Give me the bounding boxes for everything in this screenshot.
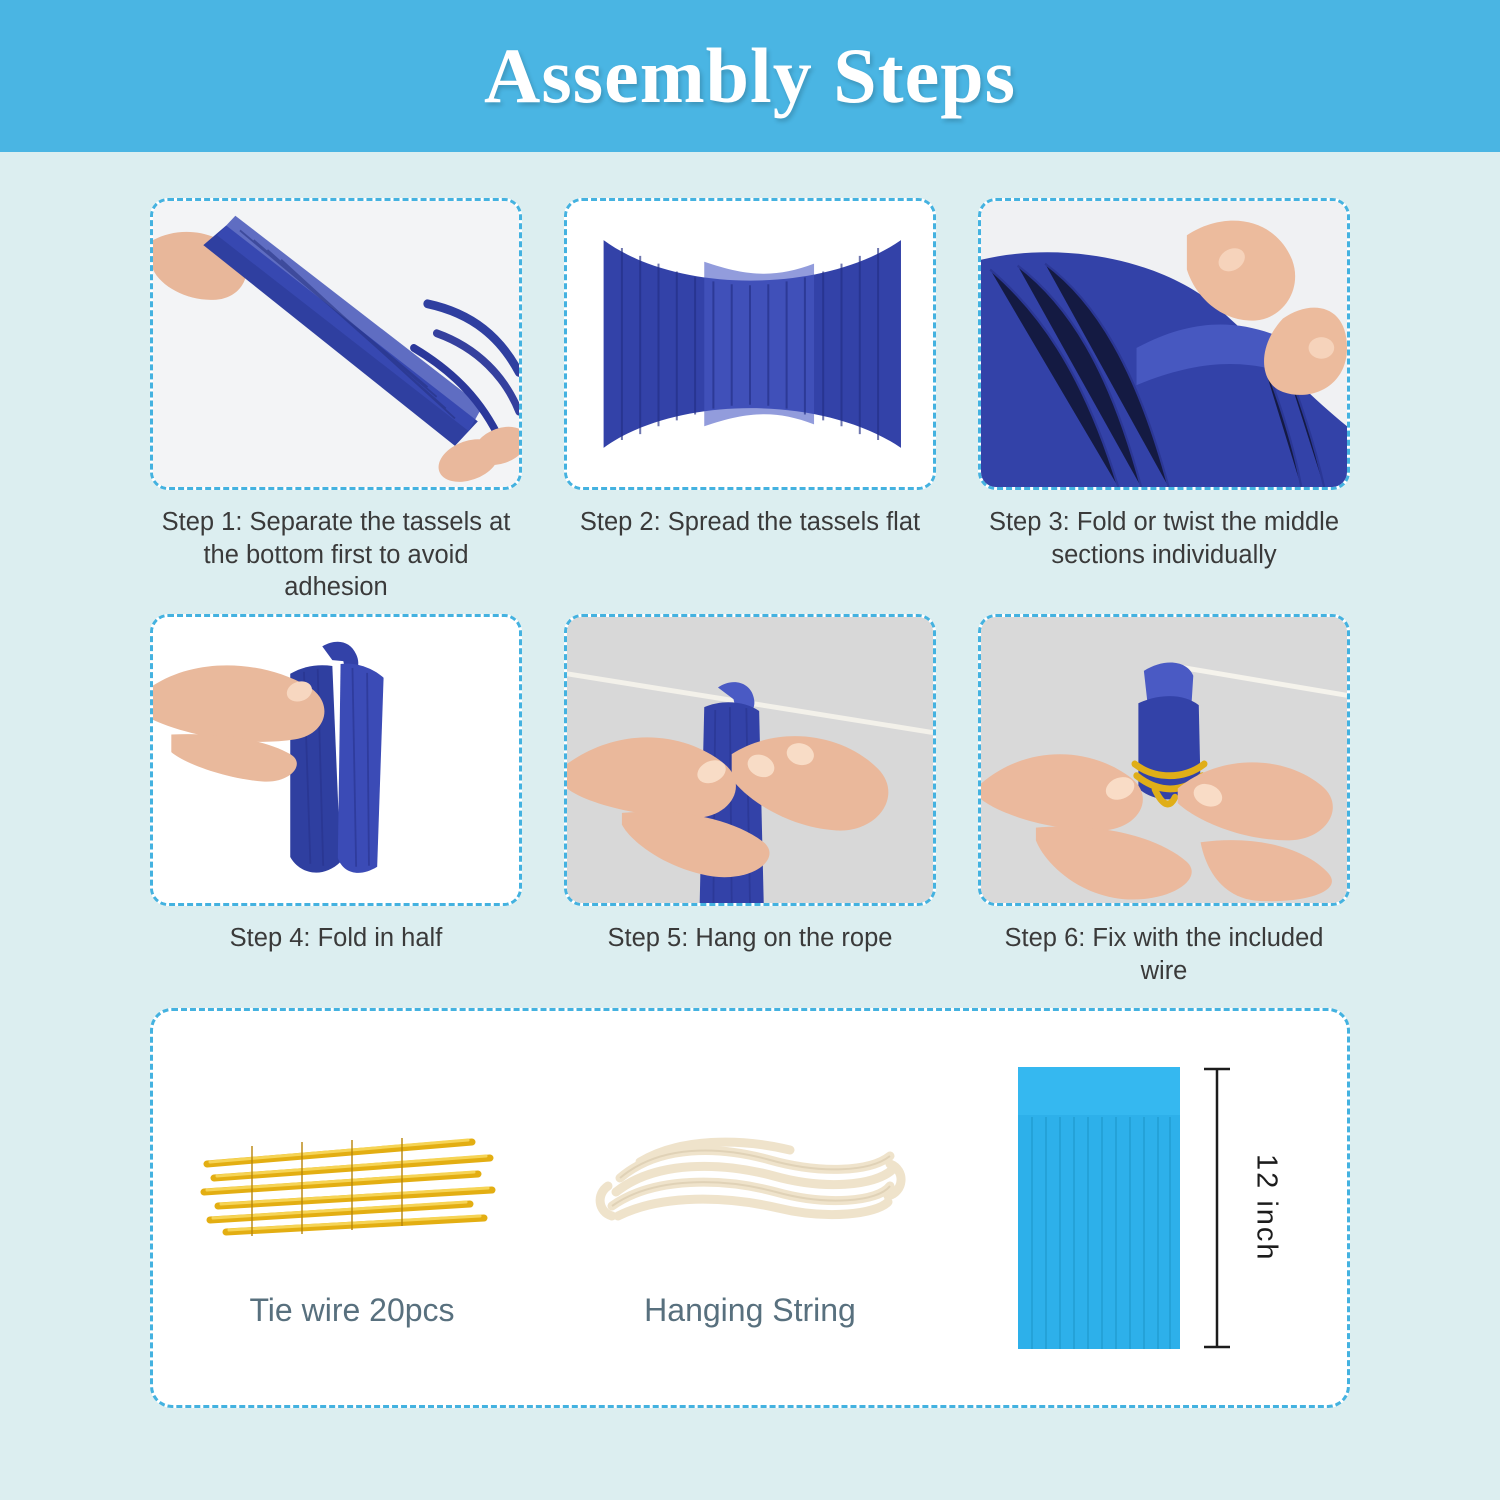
step-4-illustration — [153, 617, 519, 903]
step-4-photo — [150, 614, 522, 906]
step-1-photo — [150, 198, 522, 490]
step-3-illustration — [981, 201, 1347, 487]
step-1-caption: Step 1: Separate the tassels at the bottom first to avoid adhesion — [161, 508, 511, 602]
included-supplies-panel — [150, 1008, 1350, 1408]
step-5-illustration — [567, 617, 933, 903]
content-area — [0, 152, 1500, 1408]
tie-wire-label: Tie wire 20pcs — [249, 1292, 455, 1329]
tie-wire-icon — [153, 1086, 551, 1286]
supply-item-tassel-size — [949, 1011, 1347, 1405]
tassel-size-group — [1014, 1063, 1283, 1353]
step-item-4 — [150, 614, 522, 994]
step-item-5 — [564, 614, 936, 994]
cotton-string-illustration — [590, 1116, 910, 1256]
step-item-6 — [978, 614, 1350, 994]
step-2-caption: Step 2: Spread the tassels flat — [579, 508, 921, 536]
step-2-illustration — [567, 201, 933, 487]
step-3-photo — [978, 198, 1350, 490]
gold-twist-ties-illustration — [192, 1116, 512, 1256]
hanging-string-icon — [551, 1086, 949, 1286]
supply-item-tie-wire — [153, 1011, 551, 1405]
dimension-arrow-icon — [1202, 1063, 1232, 1353]
step-1-illustration — [153, 201, 519, 487]
tassel-size-label: 12 inch — [1250, 1154, 1283, 1262]
step-4-caption: Step 4: Fold in half — [229, 923, 443, 952]
step-6-illustration — [981, 617, 1347, 903]
step-item-2 — [564, 198, 936, 604]
step-5-photo — [564, 614, 936, 906]
page-header — [0, 0, 1500, 152]
step-6-photo — [978, 614, 1350, 906]
step-6-caption: Step 6: Fix with the included wire — [1004, 923, 1324, 985]
supply-item-hanging-string — [551, 1011, 949, 1405]
page-title: Assembly Steps — [484, 32, 1016, 119]
blue-tassel-sheet-illustration — [1014, 1063, 1184, 1353]
step-3-caption: Step 3: Fold or twist the middle sections individually — [988, 508, 1340, 569]
step-2-photo — [564, 198, 936, 490]
step-item-3 — [978, 198, 1350, 604]
step-item-1 — [150, 198, 522, 604]
step-5-caption: Step 5: Hang on the rope — [607, 923, 893, 952]
assembly-steps-grid — [150, 198, 1350, 994]
hanging-string-label: Hanging String — [644, 1292, 856, 1329]
